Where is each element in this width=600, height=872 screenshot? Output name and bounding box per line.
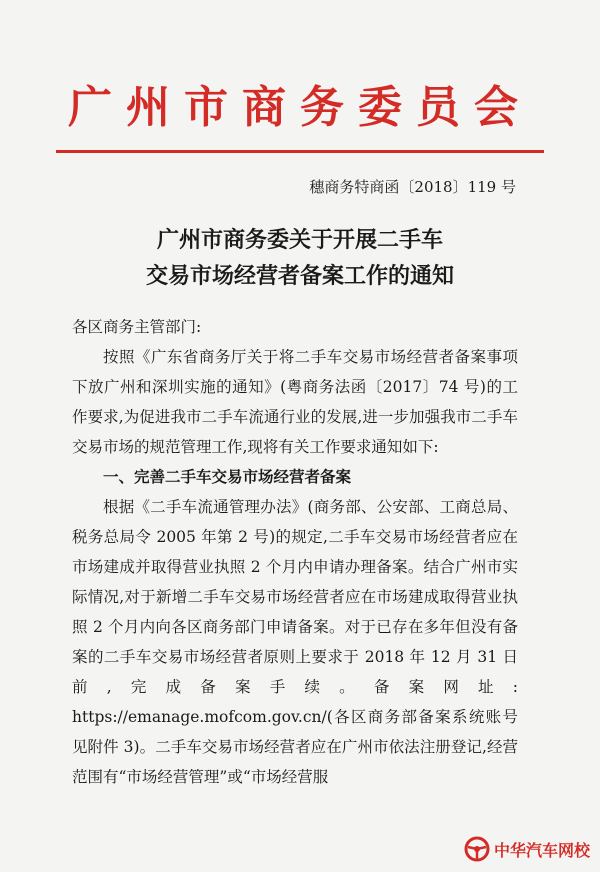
section-heading-1: 一、完善二手车交易市场经营者备案: [103, 467, 352, 486]
title-line-2: 交易市场经营者备案工作的通知: [145, 263, 454, 289]
red-divider-line: [56, 150, 544, 153]
document-title: [0, 222, 600, 294]
paragraph-intro: 按照《广东省商务厅关于将二手车交易市场经营者备案事项下放广州和深圳实施的通知》(粤商务法函〔2017〕74 号)的工作要求,为促进我市二手车流通行业的发展,进一步加强我市二手车交易市场的规范管理工作,现将有关工作要求通知如下:: [72, 348, 518, 456]
paragraph-section-1: 根据《二手车流通管理办法》(商务部、公安部、工商总局、税务总局令 2005 年第 2 号)的规定,二手车交易市场经营者应在市场建成并取得营业执照 2 个月内申请办理备案。结合广州市实际情况,对于新增二手车交易市场经营者应在市场建成取得营业执照 2 个月内向各区商务部门申请备案。对于已存在多年但没有备案的二手车交易市场经营者原则上要求于 2018 年 12 月 31 日前,完成备案手续。备案网址: https://emanage.mofcom.gov.cn/(各区商务部备案系统账号见附件 3)。二手车交易市场经营者应在广州市依法注册登记,经营范围有“市场经营管理”或“市场经营服: [72, 498, 518, 786]
document-body: [72, 312, 518, 792]
title-line-1: 广州市商务委关于开展二手车: [156, 227, 443, 253]
issuing-organization: 广州市商务委员会: [68, 82, 532, 133]
steering-wheel-icon: [464, 836, 490, 862]
watermark-text: 中华汽车网校: [493, 842, 590, 860]
salutation: 各区商务主管部门:: [72, 318, 202, 336]
site-watermark: [464, 836, 590, 862]
document-number: 穗商务特商函〔2018〕119 号: [309, 178, 516, 196]
